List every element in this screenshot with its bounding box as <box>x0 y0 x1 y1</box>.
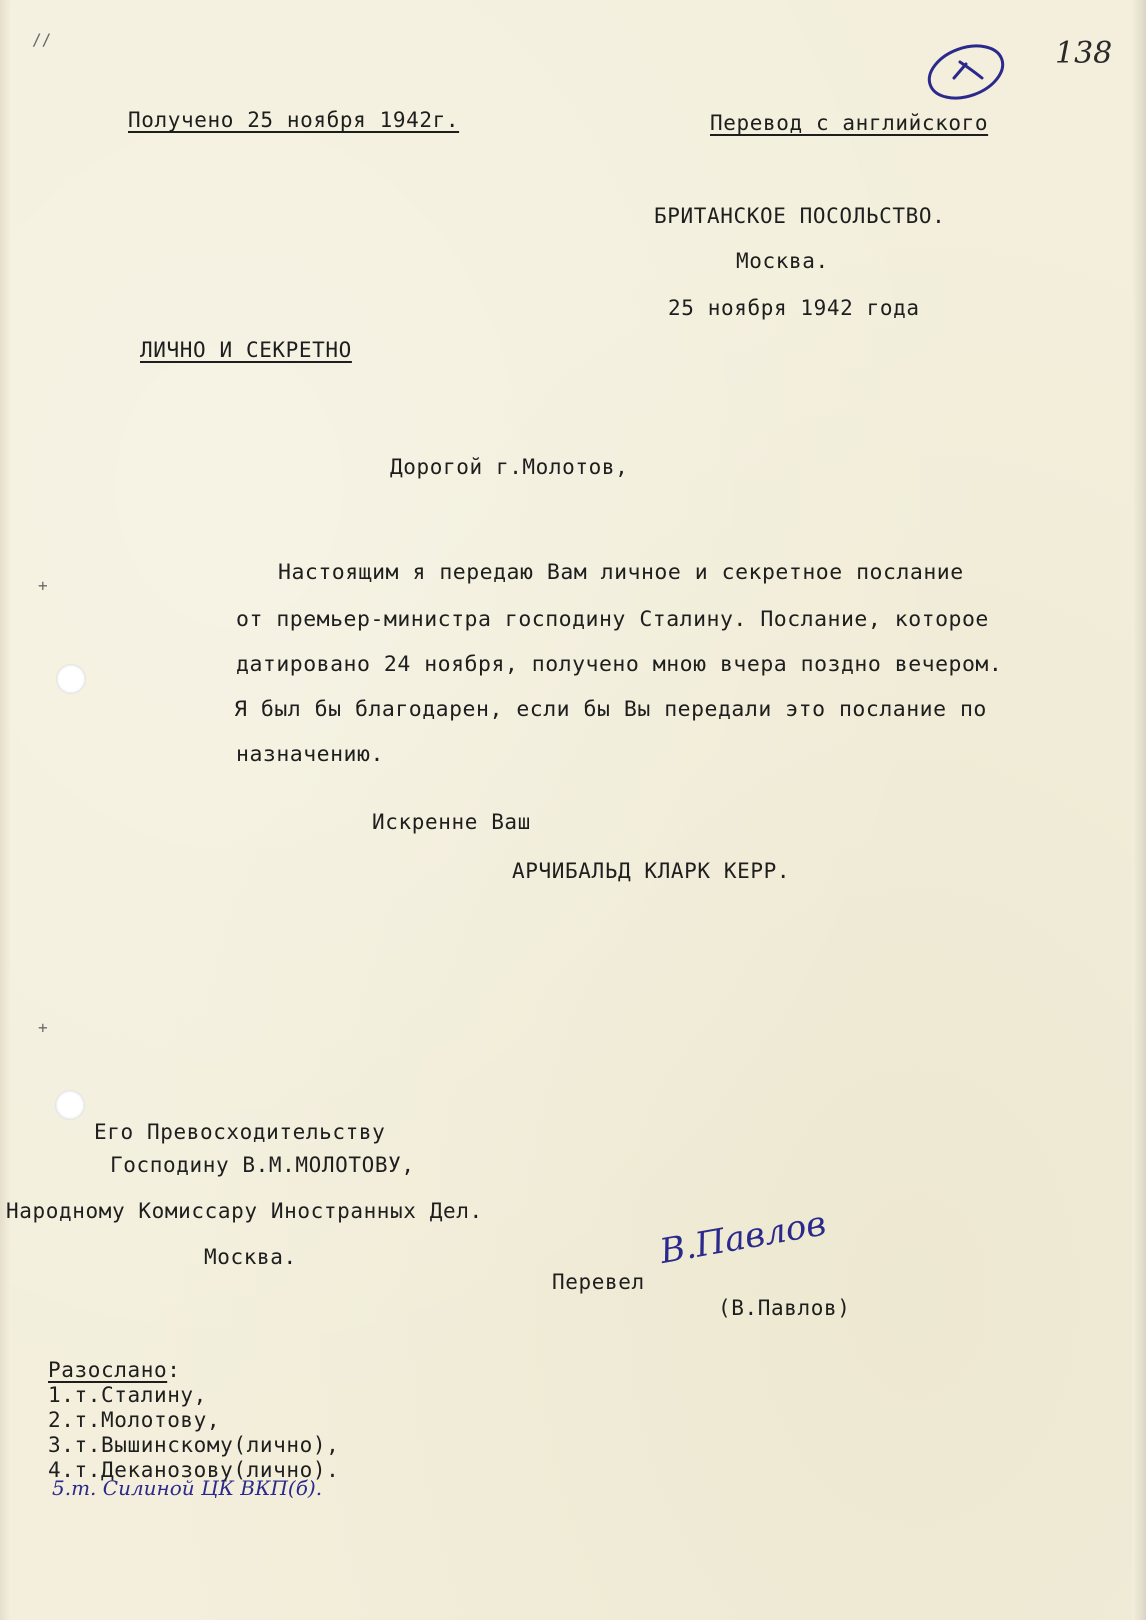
circled-check-mark <box>920 34 1020 114</box>
addressee-line: Господину В.М.МОЛОТОВУ, <box>110 1153 415 1177</box>
distribution-item: 4.т.Деканозову(лично). <box>48 1458 340 1482</box>
translator-name: (В.Павлов) <box>718 1296 851 1320</box>
punch-hole <box>55 1090 85 1120</box>
distribution-item: 2.т.Молотову, <box>48 1408 221 1432</box>
body-line: Я был бы благодарен, если бы Вы передали это послание по <box>234 697 987 722</box>
salutation: Дорогой г.Молотов, <box>390 455 629 479</box>
translator-label: Перевел <box>552 1270 645 1294</box>
distribution-heading <box>48 1360 180 1381</box>
translator-signature: В.Павлов <box>657 1203 829 1272</box>
page-number: 138 <box>1055 36 1113 71</box>
distribution-heading-text: Разослано <box>48 1358 168 1382</box>
distribution-item: 1.т.Сталину, <box>48 1383 207 1407</box>
addressee-line: Народному Комиссару Иностранных Дел. <box>6 1199 483 1223</box>
body-line: от премьер-министра господину Сталину. Послание, которое <box>236 607 989 632</box>
signer-name: АРЧИБАЛЬД КЛАРК КЕРР. <box>512 859 791 883</box>
translation-note: Перевод с английского <box>710 111 989 135</box>
margin-mark: // <box>32 30 52 49</box>
margin-mark: + <box>38 1018 48 1037</box>
addressee-line: Москва. <box>204 1245 297 1269</box>
received-date: Получено 25 ноября 1942г. <box>128 108 460 132</box>
distribution-item: 3.т.Вышинскому(лично), <box>48 1433 340 1457</box>
page-left-edge <box>0 0 10 1620</box>
body-line: Настоящим я передаю Вам личное и секретное послание <box>278 560 964 585</box>
punch-hole <box>56 664 86 694</box>
body-line: датировано 24 ноября, получено мною вчера поздно вечером. <box>236 652 1003 677</box>
distribution-handwritten-item: 5.т. Силиной ЦК ВКП(б). <box>52 1476 323 1500</box>
closing: Искренне Ваш <box>372 810 531 834</box>
addressee-line: Его Превосходительству <box>94 1120 386 1144</box>
classification-stamp: ЛИЧНО И СЕКРЕТНО <box>140 338 352 362</box>
sender-city: Москва. <box>736 249 829 273</box>
margin-mark: + <box>38 576 48 595</box>
distribution-heading-colon: : <box>167 1358 181 1382</box>
sender-date: 25 ноября 1942 года <box>668 296 920 320</box>
body-line: назначению. <box>236 742 384 767</box>
page-right-edge <box>1132 0 1146 1620</box>
sender-org: БРИТАНСКОЕ ПОСОЛЬСТВО. <box>654 204 946 228</box>
